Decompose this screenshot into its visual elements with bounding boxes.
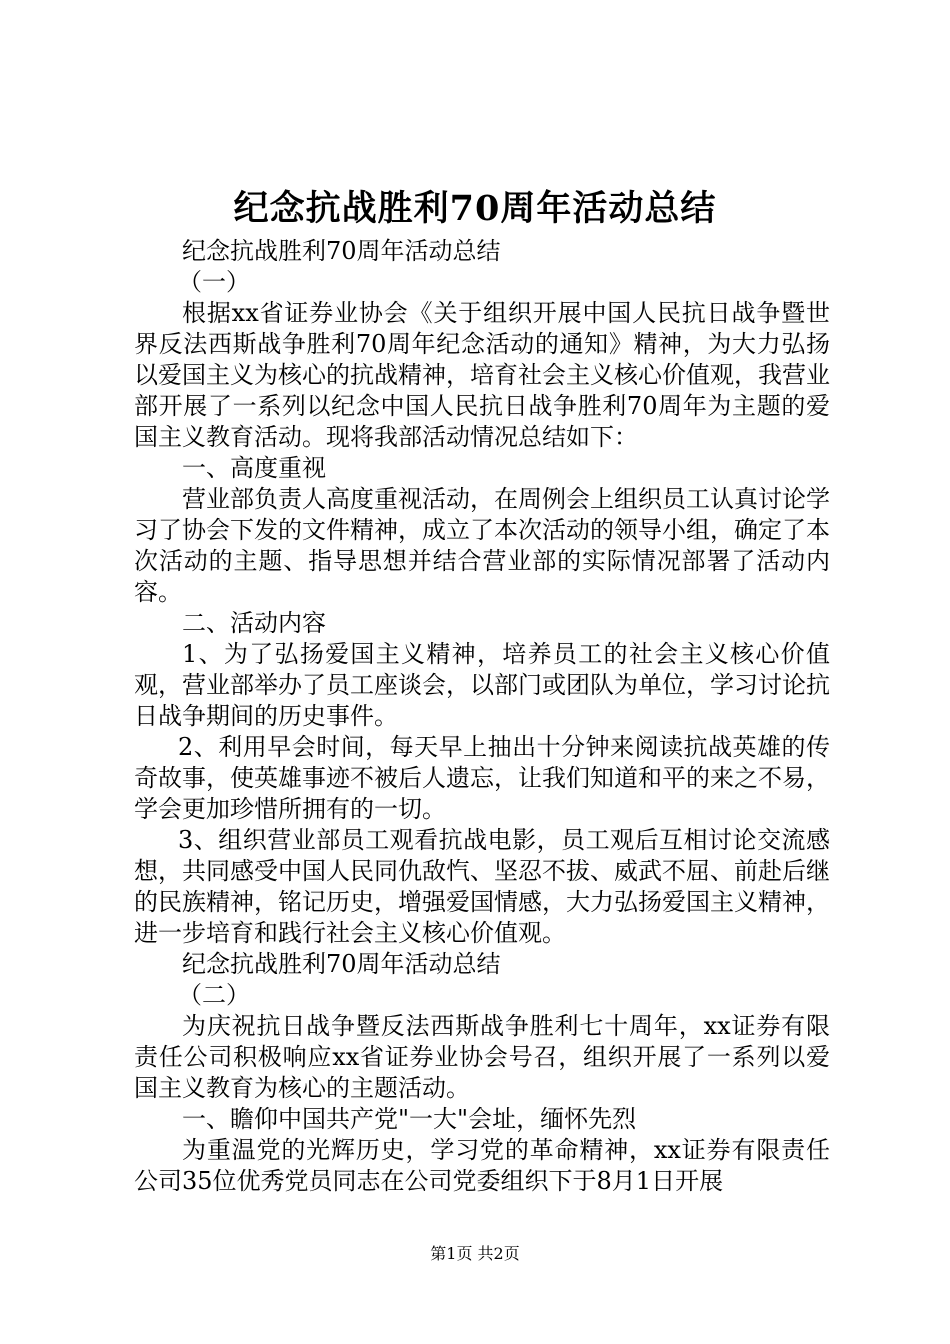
- subheading: 一、瞻仰中国共产党"一大"会址，缅怀先烈: [182, 1105, 637, 1133]
- paragraph: 营业部负责人高度重视活动，在周例会上组织员工认真讨论学习了协会下发的文件精神，成立了本次活动的领导小组，确定了本次活动的主题、指导思想并结合营业部的实际情况部署了活动内容。: [134, 485, 830, 606]
- paragraph: 为庆祝抗日战争暨反法西斯战争胜利七十周年，xx证券有限责任公司积极响应xx省证券业协会号召，组织开展了一系列以爱国主义教育为核心的主题活动。: [134, 1012, 830, 1102]
- paragraph: 为重温党的光辉历史，学习党的革命精神，xx证券有限责任公司35位优秀党员同志在公司党委组织下于8月1日开展: [134, 1136, 830, 1195]
- paragraph: 根据xx省证券业协会《关于组织开展中国人民抗日战争暨世界反法西斯战争胜利70周年纪念活动的通知》精神，为大力弘扬以爱国主义为核心的抗战精神，培育社会主义核心价值观，我营业部开展了一系列以纪念中国人民抗日战争胜利70周年为主题的爱国主义教育活动。现将我部活动情况总结如下：: [134, 299, 830, 451]
- subheading: 二、活动内容: [182, 609, 326, 637]
- paragraph: 1、为了弘扬爱国主义精神，培养员工的社会主义核心价值观，营业部举办了员工座谈会，以部门或团队为单位，学习讨论抗日战争期间的历史事件。: [134, 640, 830, 730]
- section-number: （二）: [178, 981, 250, 1009]
- paragraph: 3、组织营业部员工观看抗战电影，员工观后互相讨论交流感想，共同感受中国人民同仇敌忾、坚忍不拔、威武不屈、前赴后继的民族精神，铭记历史，增强爱国情感，大力弘扬爱国主义精神，进一步培育和践行社会主义核心价值观。: [134, 826, 830, 947]
- section-heading: 纪念抗战胜利70周年活动总结: [182, 237, 501, 265]
- document-title: 纪念抗战胜利70周年活动总结: [233, 188, 717, 229]
- section-number: （一）: [178, 268, 250, 296]
- page-footer: 第1页 共2页: [430, 1244, 520, 1263]
- subheading: 一、高度重视: [182, 454, 326, 482]
- section-heading: 纪念抗战胜利70周年活动总结: [182, 950, 501, 978]
- paragraph: 2、利用早会时间，每天早上抽出十分钟来阅读抗战英雄的传奇故事，使英雄事迹不被后人遗忘，让我们知道和平的来之不易，学会更加珍惜所拥有的一切。: [134, 733, 830, 823]
- document-body: [134, 236, 830, 1197]
